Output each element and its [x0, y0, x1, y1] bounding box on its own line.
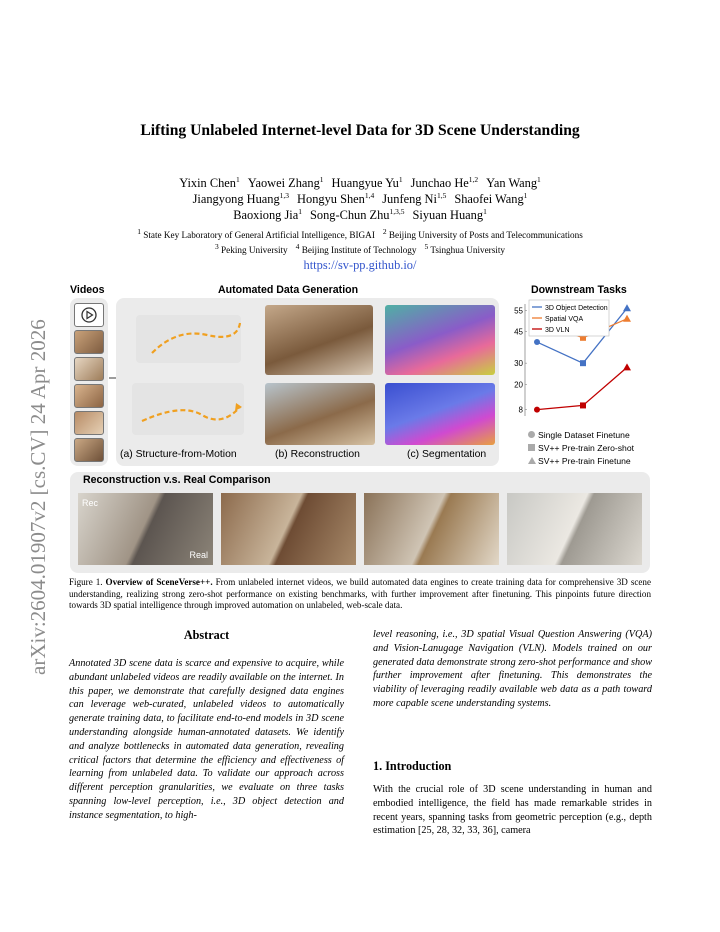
real-tag: Real — [189, 550, 208, 560]
videos-heading: Videos — [70, 284, 105, 296]
video-frame-2 — [74, 357, 104, 381]
comparison-image-4 — [507, 493, 642, 565]
comparison-image-2 — [221, 493, 356, 565]
author-line-3 — [0, 204, 720, 223]
author-name: Junfeng Ni$^{1,5}$ — [382, 191, 447, 207]
chart-y-tick: 55 — [514, 306, 523, 316]
author-affiliation-mark: 1,5 — [436, 191, 447, 200]
seg-label: (c) Segmentation — [407, 449, 487, 460]
rec-tag: Rec — [82, 498, 99, 508]
author-affiliation-mark: 1,2 — [468, 175, 479, 184]
abstract-heading: Abstract — [183, 628, 230, 642]
chart-point — [623, 315, 631, 322]
author-affiliation-mark: 1 — [537, 175, 541, 184]
arxiv-stamp — [10, 250, 60, 690]
author-name: Song-Chun Zhu$^{1,3,5}$ — [309, 207, 405, 223]
video-frame-5 — [74, 438, 104, 462]
video-frame-3 — [74, 384, 104, 408]
figure-caption — [69, 577, 651, 612]
affiliation-number: 2 — [382, 227, 387, 236]
comparison-heading: Reconstruction v.s. Real Comparison — [83, 474, 271, 486]
chart-point — [623, 304, 631, 311]
chart-y-tick: 45 — [514, 327, 523, 337]
affiliation: $^1$ State Key Laboratory of General Artificial Intelligence, BIGAI — [137, 227, 375, 241]
author-name: Baoxiong Jia$^1$ — [233, 207, 302, 223]
author-name: Yan Wang$^1$ — [486, 175, 541, 191]
author-name: Hongyu Shen$^{1,4}$ — [297, 191, 375, 207]
play-button[interactable] — [74, 303, 104, 327]
generation-heading: Automated Data Generation — [218, 284, 359, 296]
reconstruction-top — [265, 305, 373, 375]
author-affiliation-mark: 1,4 — [364, 191, 375, 200]
sfm-point-clouds — [122, 303, 256, 443]
legend-zero-shot: SV++ Pre-train Zero-shot — [528, 443, 634, 453]
affiliation: $^4$ Beijing Institute of Technology — [295, 242, 417, 256]
arxiv-id-text: arXiv:2604.01907v2 [cs.CV] 24 Apr 2026 — [26, 319, 50, 675]
author-affiliation-mark: 1 — [298, 207, 302, 216]
chart-y-tick: 30 — [514, 359, 523, 369]
downstream-heading: Downstream Tasks — [531, 284, 627, 296]
legend-single-dataset: Single Dataset Finetune — [528, 430, 630, 440]
affiliation: $^3$ Peking University — [215, 242, 288, 256]
downstream-chart — [515, 298, 650, 423]
author-affiliation-mark: 1 — [523, 191, 528, 200]
affiliation-number: 1 — [137, 227, 141, 236]
abstract-paragraph-2: level reasoning, i.e., 3D spatial Visual Question Answering (VQA) and Vision-Lanugage Navigation (VLN). Models trained on our generated data demonstrate strong zero-shot performance and show further improvement after finetuning. This demonstrates the viability of leveraging readily available web data as a path toward more capable scene understanding systems. — [373, 629, 652, 709]
chart-legend-label: 3D Object Detection — [545, 305, 608, 312]
reconstruction-bottom — [265, 383, 375, 445]
author-affiliation-mark: 1 — [319, 175, 324, 184]
affiliation-line-2 — [0, 240, 720, 257]
chart-y-tick: 8 — [518, 405, 523, 415]
author-affiliation-mark: 1 — [398, 175, 403, 184]
introduction-text: With the crucial role of 3D scene understanding in human and embodied intelligence, the field has made remarkable strides in recent years, spanning tasks from geometric perception (e.g., depth estimation [25, 28, 32, 33, 36], camera — [373, 784, 652, 837]
affiliation-number: 3 — [215, 242, 219, 251]
chart-point — [534, 339, 540, 345]
chart-point — [580, 360, 586, 366]
author-name: Yixin Chen$^1$ — [179, 175, 240, 191]
segmentation-top — [385, 305, 495, 375]
chart-point — [534, 407, 540, 413]
author-name: Huangyue Yu$^1$ — [331, 175, 403, 191]
recon-label: (b) Reconstruction — [275, 449, 360, 460]
project-url-link[interactable]: https://sv-pp.github.io/ — [303, 258, 417, 272]
caption-text: From unlabeled internet videos, we build automated data engines to create training data for comprehensive 3D scene understanding, realizing strong zero-shot performance on existing benchmarks, with further improvement after finetuning. This pinpoints future direction towards 3D spatial intelligence through improved automation on unlabeled, web-scale data. — [69, 577, 652, 611]
affiliation-number: 4 — [295, 242, 300, 251]
caption-prefix: Figure 1. — [69, 577, 103, 587]
video-frame-1 — [74, 330, 104, 354]
author-affiliation-mark: 1,3,5 — [389, 207, 405, 216]
chart-legend-label: Spatial VQA — [545, 316, 584, 323]
chart-y-tick: 20 — [514, 380, 523, 390]
introduction-heading: 1. Introduction — [373, 759, 452, 773]
affiliation: $^5$ Tsinghua University — [424, 242, 505, 256]
author-affiliation-mark: 1 — [236, 175, 240, 184]
paper-title: Lifting Unlabeled Internet-level Data for 3D Scene Understanding — [140, 122, 580, 139]
comparison-image-3 — [364, 493, 499, 565]
caption-bold: Overview of SceneVerse++. — [105, 577, 213, 587]
abstract-paragraph-1: Annotated 3D scene data is scarce and expensive to acquire, while abundant unlabeled videos are readily available on the internet. In this paper, we demonstrate that carefully designed data engines can leverage web-curated, unlabeled videos to automatically generate training data, to facilitate end-to-end models in 3D scene understanding alongside human-annotated datasets. We identify and analyze bottlenecks in automated data generation, revealing critical factors that determine the efficiency and effectiveness of learning from unlabeled data. To validate our approach across different perception granularities, we evaluate on three tasks spanning low-level perception, i.e., 3D object detection and instance segmentation, to high- — [69, 658, 344, 821]
chart-point — [580, 402, 586, 408]
play-icon — [75, 304, 103, 326]
author-name: Shaofei Wang$^1$ — [454, 191, 528, 207]
author-affiliation-mark: 1,3 — [279, 191, 290, 200]
affiliation-number: 5 — [424, 242, 429, 251]
chart-point — [623, 363, 631, 370]
author-affiliation-mark: 1 — [483, 207, 487, 216]
chart-legend-label: 3D VLN — [545, 327, 570, 334]
sfm-label: (a) Structure-from-Motion — [120, 449, 237, 460]
author-name: Junchao He$^{1,2}$ — [410, 175, 479, 191]
comparison-image-1 — [78, 493, 213, 565]
author-name: Jiangyong Huang$^{1,3}$ — [192, 191, 290, 207]
author-name: Yaowei Zhang$^1$ — [247, 175, 324, 191]
legend-finetune: SV++ Pre-train Finetune — [528, 456, 631, 466]
affiliation: $^2$ Beijing University of Posts and Telecommunications — [382, 227, 583, 241]
segmentation-bottom — [385, 383, 495, 445]
video-thumbnails — [74, 303, 104, 463]
overview-figure — [70, 283, 650, 573]
author-name: Siyuan Huang$^1$ — [412, 207, 487, 223]
video-frame-4 — [74, 411, 104, 435]
